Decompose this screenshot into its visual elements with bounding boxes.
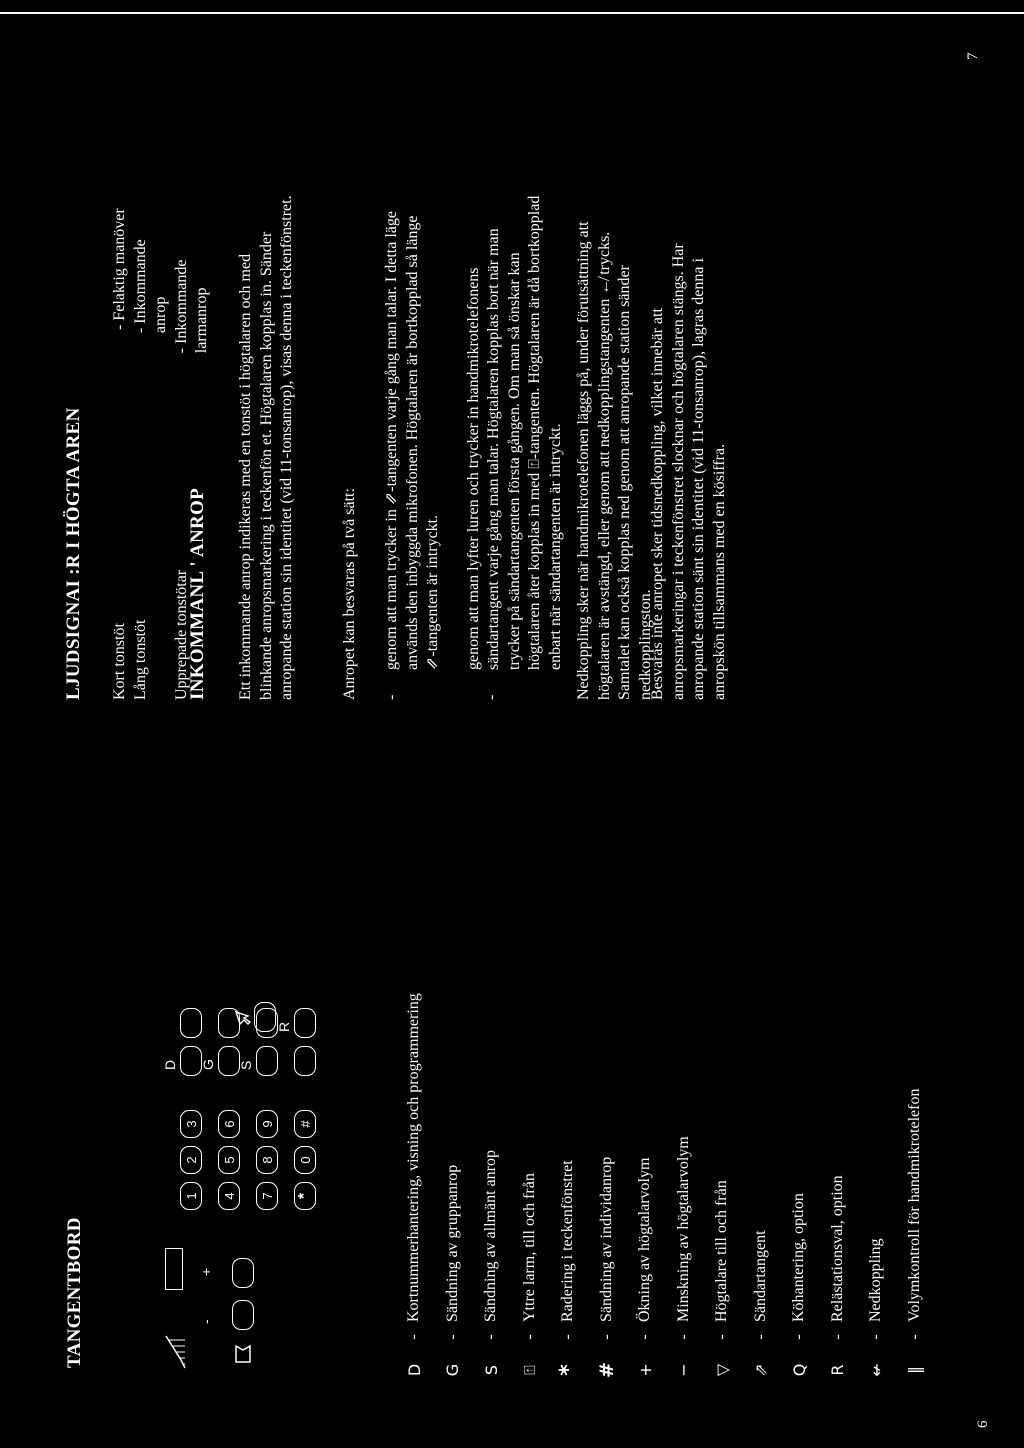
key-label-d: D <box>162 1059 178 1070</box>
tone-label: Lång tonstöt <box>131 619 149 700</box>
key-7[interactable]: 7 <box>256 1182 278 1210</box>
legend-dash: - <box>482 1334 500 1340</box>
unanswered-paragraph: Besvaras inte anropet sker tidsnedkoppling, vilket innebär att anropsmarkeringar i teckenfönstret slocknar och högtalaren stängs. Har anropande station sänt sin identitet (vid 11-tonsanrop), lagras denna i anropskön tillsammans med en kösiffra. <box>649 243 728 700</box>
answer-option <box>464 195 567 700</box>
keypad-row-2 <box>218 1102 240 1210</box>
legend-row <box>549 768 588 1388</box>
key-speaker[interactable] <box>180 1008 202 1038</box>
key-disconnect[interactable] <box>294 1046 316 1076</box>
key-9[interactable]: 9 <box>256 1110 278 1138</box>
scan-edge-line <box>0 12 1024 14</box>
volume-plus-label: + <box>198 1267 214 1276</box>
left-page-keyboard <box>0 748 1024 1388</box>
legend-text: Sändning av gruppanrop <box>443 1164 461 1322</box>
page-number-right: 7 <box>965 52 981 60</box>
legend-symbol: G <box>443 1363 463 1377</box>
bullet-dash: - <box>483 694 500 700</box>
page-number-left: 6 <box>975 1420 991 1428</box>
legend-text: Sändning av allmänt anrop <box>482 1150 500 1322</box>
key-legend <box>395 768 934 1388</box>
legend-dash: - <box>443 1334 461 1340</box>
legend-dash: - <box>674 1334 692 1340</box>
legend-symbol: ⍐ <box>519 1365 539 1375</box>
answer-options <box>382 195 566 700</box>
key-1[interactable]: 1 <box>180 1182 202 1210</box>
tone-meaning: - Inkommande larmanrop <box>172 259 210 354</box>
legend-text: Kortnummerhantering, visning och programmering <box>405 993 423 1322</box>
keypad-row-1 <box>180 1102 202 1210</box>
key-0[interactable]: 0 <box>294 1146 316 1174</box>
legend-dash: - <box>559 1334 577 1340</box>
volume-slider[interactable] <box>165 1248 183 1290</box>
legend-text: Minskning av högtalarvolym <box>674 1136 692 1322</box>
answer-intro: Anropet kan besvaras på två sätt: <box>341 488 358 700</box>
bullet-text: genom att man lyfter luren och trycker in handmikrotelefonens sändartangent varje gång man talar. Högtalaren kopplas bort när man trycker på sändartangenten första gången. Om man så önskar kan högtalaren åter kopplas in med ⍐-tangenten. Högtalaren är då bortkopplad enbart när sändartangenten är intryckt. <box>464 195 564 670</box>
legend-text: Sändning av individanrop <box>597 1156 615 1322</box>
legend-row <box>665 768 704 1388</box>
key-star[interactable]: * <box>294 1182 316 1210</box>
key-label-g: G <box>200 1059 216 1070</box>
legend-symbol: # <box>595 1362 618 1378</box>
answer-option <box>382 195 444 700</box>
key-2[interactable]: 2 <box>180 1146 202 1174</box>
legend-row <box>703 768 742 1388</box>
legend-text: Radering i teckenfönstret <box>559 1160 577 1322</box>
legend-dash: - <box>405 1334 423 1340</box>
legend-symbol: ▽ <box>712 1363 732 1377</box>
legend-dash: - <box>636 1334 654 1340</box>
legend-row <box>434 768 473 1388</box>
incoming-intro: Ett inkommande anrop indikeras med en tonstöt i högtalaren och med blinkande anropsmarkering i teckenfön et. Högtalaren kopplas in. Sänder anropande station sin identitet (vid 11-tonsanrop), visas denna i teckenfönstret. <box>237 195 295 700</box>
key-r[interactable] <box>294 1008 316 1038</box>
key-4[interactable]: 4 <box>218 1182 240 1210</box>
legend-row <box>780 768 819 1388</box>
legend-row <box>395 768 434 1388</box>
tone-label: Upprepade tonstötar <box>172 569 190 700</box>
legend-dash: - <box>597 1334 615 1340</box>
send-key-icon <box>232 1006 252 1028</box>
disconnect-paragraph: Nedkoppling sker när handmikrotelefonen läggs på, under förutsättning att högtalaren är avstängd, eller genom att nedkopplingstangenten ↚ trycks. Samtalet kan också kopplas ned genom att anropande station sänder nedkopplingston. <box>575 221 654 700</box>
keypad-row-3 <box>256 1102 278 1210</box>
legend-text: Ökning av högtalarvolym <box>636 1157 654 1322</box>
keyboard-title: TANGENTBORD <box>64 1217 85 1368</box>
key-3[interactable]: 3 <box>180 1110 202 1138</box>
signals-title: LJUDSIGNAI :R I HÖGTA AREN <box>63 407 84 700</box>
legend-symbol: ‖ <box>905 1366 925 1374</box>
speaker-icon <box>232 1344 254 1364</box>
send-key[interactable] <box>254 1002 276 1032</box>
legend-row <box>819 768 858 1388</box>
legend-row <box>896 768 935 1388</box>
legend-dash: - <box>828 1334 846 1340</box>
key-s[interactable] <box>256 1046 278 1076</box>
legend-dash: - <box>751 1334 769 1340</box>
right-page-text <box>0 20 1024 700</box>
legend-text: Yttre larm, till och från <box>520 1173 538 1322</box>
key-5[interactable]: 5 <box>218 1146 240 1174</box>
legend-symbol: + <box>635 1363 655 1377</box>
legend-row <box>511 768 550 1388</box>
legend-text: Volymkontroll för handmikrotelefon <box>905 1088 923 1322</box>
legend-symbol: D <box>404 1363 424 1377</box>
key-label-r: R <box>276 1021 292 1032</box>
bullet-dash: - <box>383 694 400 700</box>
legend-text: Sändartangent <box>751 1230 769 1322</box>
legend-symbol: ↚ <box>866 1363 886 1377</box>
legend-symbol: R <box>828 1364 848 1376</box>
legend-row <box>857 768 896 1388</box>
legend-dash: - <box>713 1334 731 1340</box>
legend-symbol: − <box>674 1363 694 1377</box>
tone-label: Kort tonstöt <box>111 623 128 700</box>
legend-row <box>588 768 627 1388</box>
legend-text: Relästationsval, option <box>828 1175 846 1322</box>
key-d[interactable] <box>180 1046 202 1076</box>
tone-meaning: - Felaktig manöver <box>111 208 128 330</box>
key-6[interactable]: 6 <box>218 1110 240 1138</box>
legend-text: Högtalare till och från <box>713 1180 731 1322</box>
key-label-s: S <box>238 1060 254 1070</box>
legend-row <box>472 768 511 1388</box>
legend-row <box>626 768 665 1388</box>
legend-dash: - <box>867 1334 885 1340</box>
tone-row <box>131 200 172 700</box>
incoming-title: INKOMMANL ' ANROP <box>187 488 208 700</box>
volume-minus-label: - <box>198 1319 214 1324</box>
tone-meaning: - Inkommande anrop <box>131 239 169 334</box>
keypad-row-4 <box>294 1102 316 1210</box>
legend-dash: - <box>905 1334 923 1340</box>
key-g[interactable] <box>218 1046 240 1076</box>
legend-symbol: Q <box>789 1363 809 1377</box>
volume-minus-key[interactable] <box>232 1300 254 1330</box>
volume-indicator-icon <box>165 1330 187 1370</box>
legend-row <box>742 768 781 1388</box>
volume-plus-key[interactable] <box>232 1258 254 1288</box>
legend-symbol: ⇗ <box>751 1363 771 1377</box>
key-hash[interactable]: # <box>294 1110 316 1138</box>
legend-symbol: * <box>555 1364 581 1376</box>
legend-dash: - <box>520 1334 538 1340</box>
legend-text: Köhantering, option <box>790 1193 808 1322</box>
key-8[interactable]: 8 <box>256 1146 278 1174</box>
legend-dash: - <box>790 1334 808 1340</box>
legend-text: Nedkoppling <box>867 1238 885 1322</box>
tone-row <box>110 200 131 700</box>
bullet-text: genom att man trycker in ⇗-tangenten varje gång man talar. I detta läge används den inbyggda mikrofonen. Högtalaren är bortkopplad så länge ⇗-tangenten är intryckt. <box>383 211 441 670</box>
legend-symbol: S <box>481 1364 501 1376</box>
